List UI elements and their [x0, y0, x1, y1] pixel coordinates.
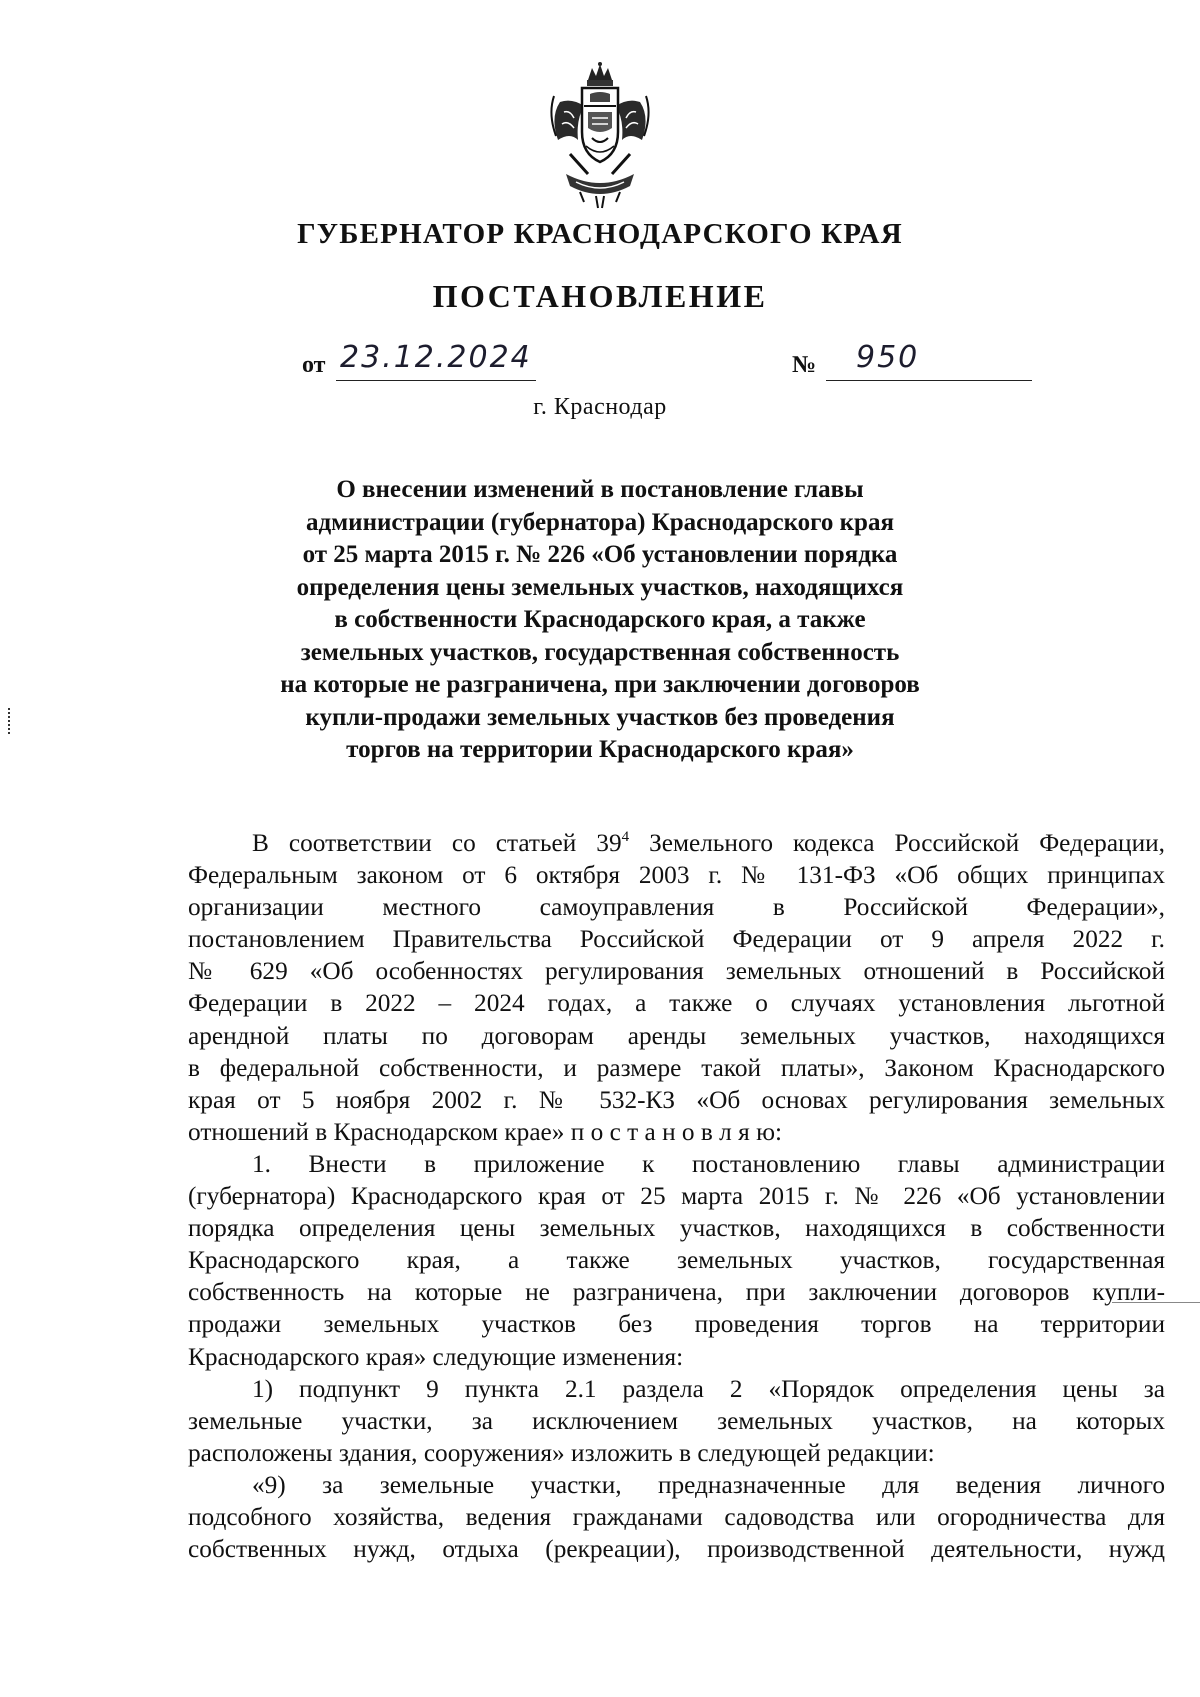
title-line: от 25 марта 2015 г. № 226 «Об установлении порядка	[302, 541, 898, 568]
body-text-fragment: В соответствии со статьей 39	[252, 829, 622, 857]
title-line: торгов на территории Краснодарского края»	[346, 736, 854, 763]
title-line: администрации (губернатора) Краснодарского края	[306, 508, 894, 536]
coat-of-arms-emblem	[540, 62, 660, 212]
number-underline	[826, 380, 1032, 381]
body-line: организации местного самоуправления в Российской Федерации»,	[188, 893, 1165, 922]
body-line: 1. Внести в приложение к постановлению главы администрации	[252, 1149, 1165, 1178]
scan-edge-line	[1112, 1302, 1200, 1303]
body-line: в федеральной собственности, и размере такой платы», Законом Краснодарского	[188, 1053, 1165, 1082]
title-line: в собственности Краснодарского края, а также	[334, 606, 866, 633]
body-line: края от 5 ноября 2002 г. № 532-КЗ «Об основах регулирования земельных	[188, 1085, 1165, 1114]
body-line: расположены здания, сооружения» изложить в следующей редакции:	[188, 1438, 935, 1467]
title-line: купли-продажи земельных участков без проведения	[305, 703, 895, 731]
body-line: Федеральным законом от 6 октября 2003 г. № 131-ФЗ «Об общих принципах	[188, 861, 1165, 890]
body-line: подсобного хозяйства, ведения гражданами садоводства или огородничества для	[188, 1502, 1165, 1531]
number-prefix: №	[792, 352, 817, 378]
body-line: собственность на которые не разграничена, при заключении договоров купли-	[188, 1278, 1165, 1307]
date-underline	[336, 380, 536, 381]
title-line: на которые не разграничена, при заключении договоров	[280, 671, 920, 698]
issuer-heading: ГУБЕРНАТОР КРАСНОДАРСКОГО КРАЯ	[297, 218, 903, 250]
body-text-fragment: Земельного кодекса Российской Федерации,	[629, 829, 1165, 857]
body-line: «9) за земельные участки, предназначенные для ведения личного	[252, 1470, 1165, 1499]
body-line: отношений в Краснодарском крае» п о с т а н о в л я ю:	[188, 1117, 783, 1146]
body-line: Краснодарского края, а также земельных участков, государственная	[188, 1246, 1165, 1275]
document-type-heading: ПОСТАНОВЛЕНИЕ	[432, 278, 768, 314]
title-line: О внесении изменений в постановление главы	[336, 476, 864, 503]
body-line: Краснодарского края» следующие изменения:	[188, 1342, 684, 1371]
title-line: земельных участков, государственная собственность	[300, 638, 900, 666]
body-line: арендной платы по договорам аренды земельных участков, находящихся	[188, 1021, 1165, 1050]
body-line: продажи земельных участков без проведения торгов на территории	[188, 1310, 1165, 1339]
body-line: № 629 «Об особенностях регулирования земельных отношений в Российской	[188, 957, 1165, 986]
date-value: 23.12.2024	[340, 340, 532, 375]
body-line: собственных нужд, отдыха (рекреации), производственной деятельности, нужд	[188, 1535, 1165, 1564]
date-prefix: от	[302, 352, 326, 378]
body-line: земельные участки, за исключением земельных участков, на которых	[188, 1406, 1165, 1435]
number-value: 950	[856, 340, 920, 375]
document-body	[188, 827, 1165, 1565]
body-line: постановлением Правительства Российской Федерации от 9 апреля 2022 г.	[188, 925, 1165, 954]
margin-mark	[8, 708, 12, 734]
title-line: определения цены земельных участков, находящихся	[296, 573, 904, 601]
body-line: порядка определения цены земельных участков, находящихся в собственности	[188, 1214, 1165, 1243]
date-number-line	[0, 340, 1200, 384]
body-line: (губернатора) Краснодарского края от 25 марта 2015 г. № 226 «Об установлении	[188, 1182, 1165, 1211]
body-line: 1) подпункт 9 пункта 2.1 раздела 2 «Порядок определения цены за	[252, 1374, 1165, 1403]
city-line: г. Краснодар	[533, 394, 667, 420]
body-line	[188, 827, 1165, 859]
superscript: 4	[621, 829, 630, 845]
document-title	[0, 474, 1200, 767]
body-line: Федерации в 2022 – 2024 годах, а также о случаях установления льготной	[188, 989, 1165, 1018]
